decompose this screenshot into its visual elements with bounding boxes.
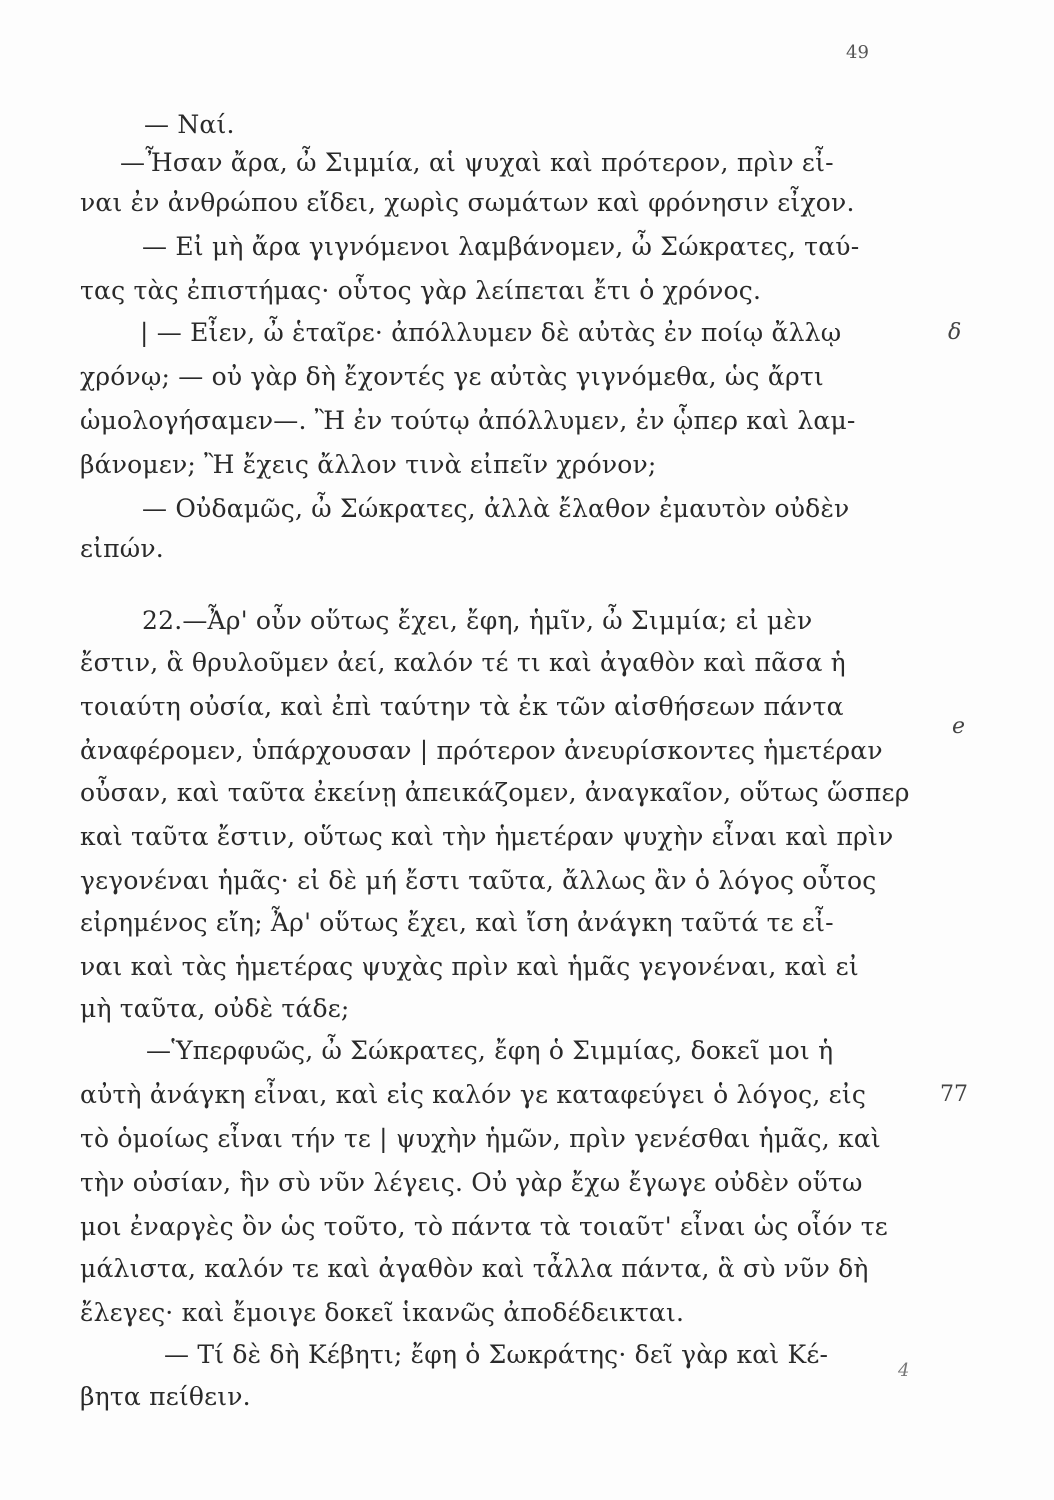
text-line: — Οὐδαμῶς, ὦ Σώκρατες, ἀλλὰ ἔλαθον ἐμαυτὸν οὐδὲν [142,494,850,523]
text-line: | — Εἶεν, ὦ ἑταῖρε· ἀπόλλυμεν δὲ αὐτὰς ἐν ποίῳ ἄλλῳ [140,318,842,347]
text-line: μάλιστα, καλόν τε καὶ ἀγαθὸν καὶ τἆλλα πάντα, ἃ σὺ νῦν δὴ [80,1254,869,1283]
text-line: βάνομεν; Ἢ ἔχεις ἄλλον τινὰ εἰπεῖν χρόνον; [80,450,657,479]
text-line: —Ὑπερφυῶς, ὦ Σώκρατες, ἔφη ὁ Σιμμίας, δοκεῖ μοι ἡ [146,1036,834,1065]
margin-note: e [952,714,966,739]
page-number: 49 [846,42,869,63]
text-line: — Τί δὲ δὴ Κέβητι; ἔφη ὁ Σωκράτης· δεῖ γὰρ καὶ Κέ- [164,1340,829,1369]
text-line: οὖσαν, καὶ ταῦτα ἐκείνῃ ἀπεικάζομεν, ἀναγκαῖον, οὕτως ὥσπερ [80,778,910,807]
text-line: — Εἰ μὴ ἄρα γιγνόμενοι λαμβάνομεν, ὦ Σώκρατες, ταύ- [142,232,860,261]
text-line: τοιαύτη οὐσία, καὶ ἐπὶ ταύτην τὰ ἐκ τῶν αἰσθήσεων πάντα [80,692,844,721]
text-line: ναι καὶ τὰς ἡμετέρας ψυχὰς πρὶν καὶ ἡμᾶς γεγονέναι, καὶ εἰ [80,952,859,981]
text-line: ἔλεγες· καὶ ἔμοιγε δοκεῖ ἱκανῶς ἀποδέδεικται. [80,1298,685,1327]
text-line: τας τὰς ἐπιστήμας· οὗτος γὰρ λείπεται ἔτι ὁ χρόνος. [80,276,762,305]
text-line: εἰρημένος εἴη; Ἆρ' οὕτως ἔχει, καὶ ἴση ἀνάγκη ταῦτά τε εἶ- [80,908,834,937]
text-line: τὸ ὁμοίως εἶναι τήν τε | ψυχὴν ἡμῶν, πρὶν γενέσθαι ἡμᾶς, καὶ [80,1124,881,1153]
margin-note: δ [948,320,962,345]
text-line: ἔστιν, ἃ θρυλοῦμεν ἀεί, καλόν τέ τι καὶ ἀγαθὸν καὶ πᾶσα ἡ [80,648,846,677]
text-line: ναι ἐν ἀνθρώπου εἴδει, χωρὶς σωμάτων καὶ φρόνησιν εἶχον. [80,188,855,217]
text-line: εἰπών. [80,534,164,563]
footer-mark: 4 [898,1360,910,1381]
text-line: τὴν οὐσίαν, ἣν σὺ νῦν λέγεις. Οὐ γὰρ ἔχω ἔγωγε οὐδὲν οὕτω [80,1168,863,1197]
margin-note: 77 [940,1082,968,1107]
text-line: χρόνῳ; — οὐ γὰρ δὴ ἔχοντές γε αὐτὰς γιγνόμεθα, ὡς ἄρτι [80,362,824,391]
text-line: —Ἦσαν ἄρα, ὦ Σιμμία, αἱ ψυχαὶ καὶ πρότερον, πρὶν εἶ- [120,148,834,177]
text-line: μὴ ταῦτα, οὐδὲ τάδε; [80,994,350,1023]
text-line: καὶ ταῦτα ἔστιν, οὕτως καὶ τὴν ἡμετέραν ψυχὴν εἶναι καὶ πρὶν [80,822,894,851]
text-line: — Ναί. [144,110,235,139]
text-line: αὐτὴ ἀνάγκη εἶναι, καὶ εἰς καλόν γε καταφεύγει ὁ λόγος, εἰς [80,1080,867,1109]
text-line: ἀναφέρομεν, ὑπάρχουσαν | πρότερον ἀνευρίσκοντες ἡμετέραν [80,736,883,765]
text-line: γεγονέναι ἡμᾶς· εἰ δὲ μή ἔστι ταῦτα, ἄλλως ἂν ὁ λόγος οὗτος [80,866,877,895]
text-line: βητα πείθειν. [80,1382,251,1411]
text-line: ὡμολογήσαμεν—. Ἢ ἐν τούτῳ ἀπόλλυμεν, ἐν ᾧπερ καὶ λαμ- [80,406,856,435]
text-line: μοι ἐναργὲς ὂν ὡς τοῦτο, τὸ πάντα τὰ τοιαῦτ' εἶναι ὡς οἷόν τε [80,1212,888,1241]
text-line: 22.—Ἆρ' οὖν οὕτως ἔχει, ἔφη, ἡμῖν, ὦ Σιμμία; εἰ μὲν [142,606,813,635]
